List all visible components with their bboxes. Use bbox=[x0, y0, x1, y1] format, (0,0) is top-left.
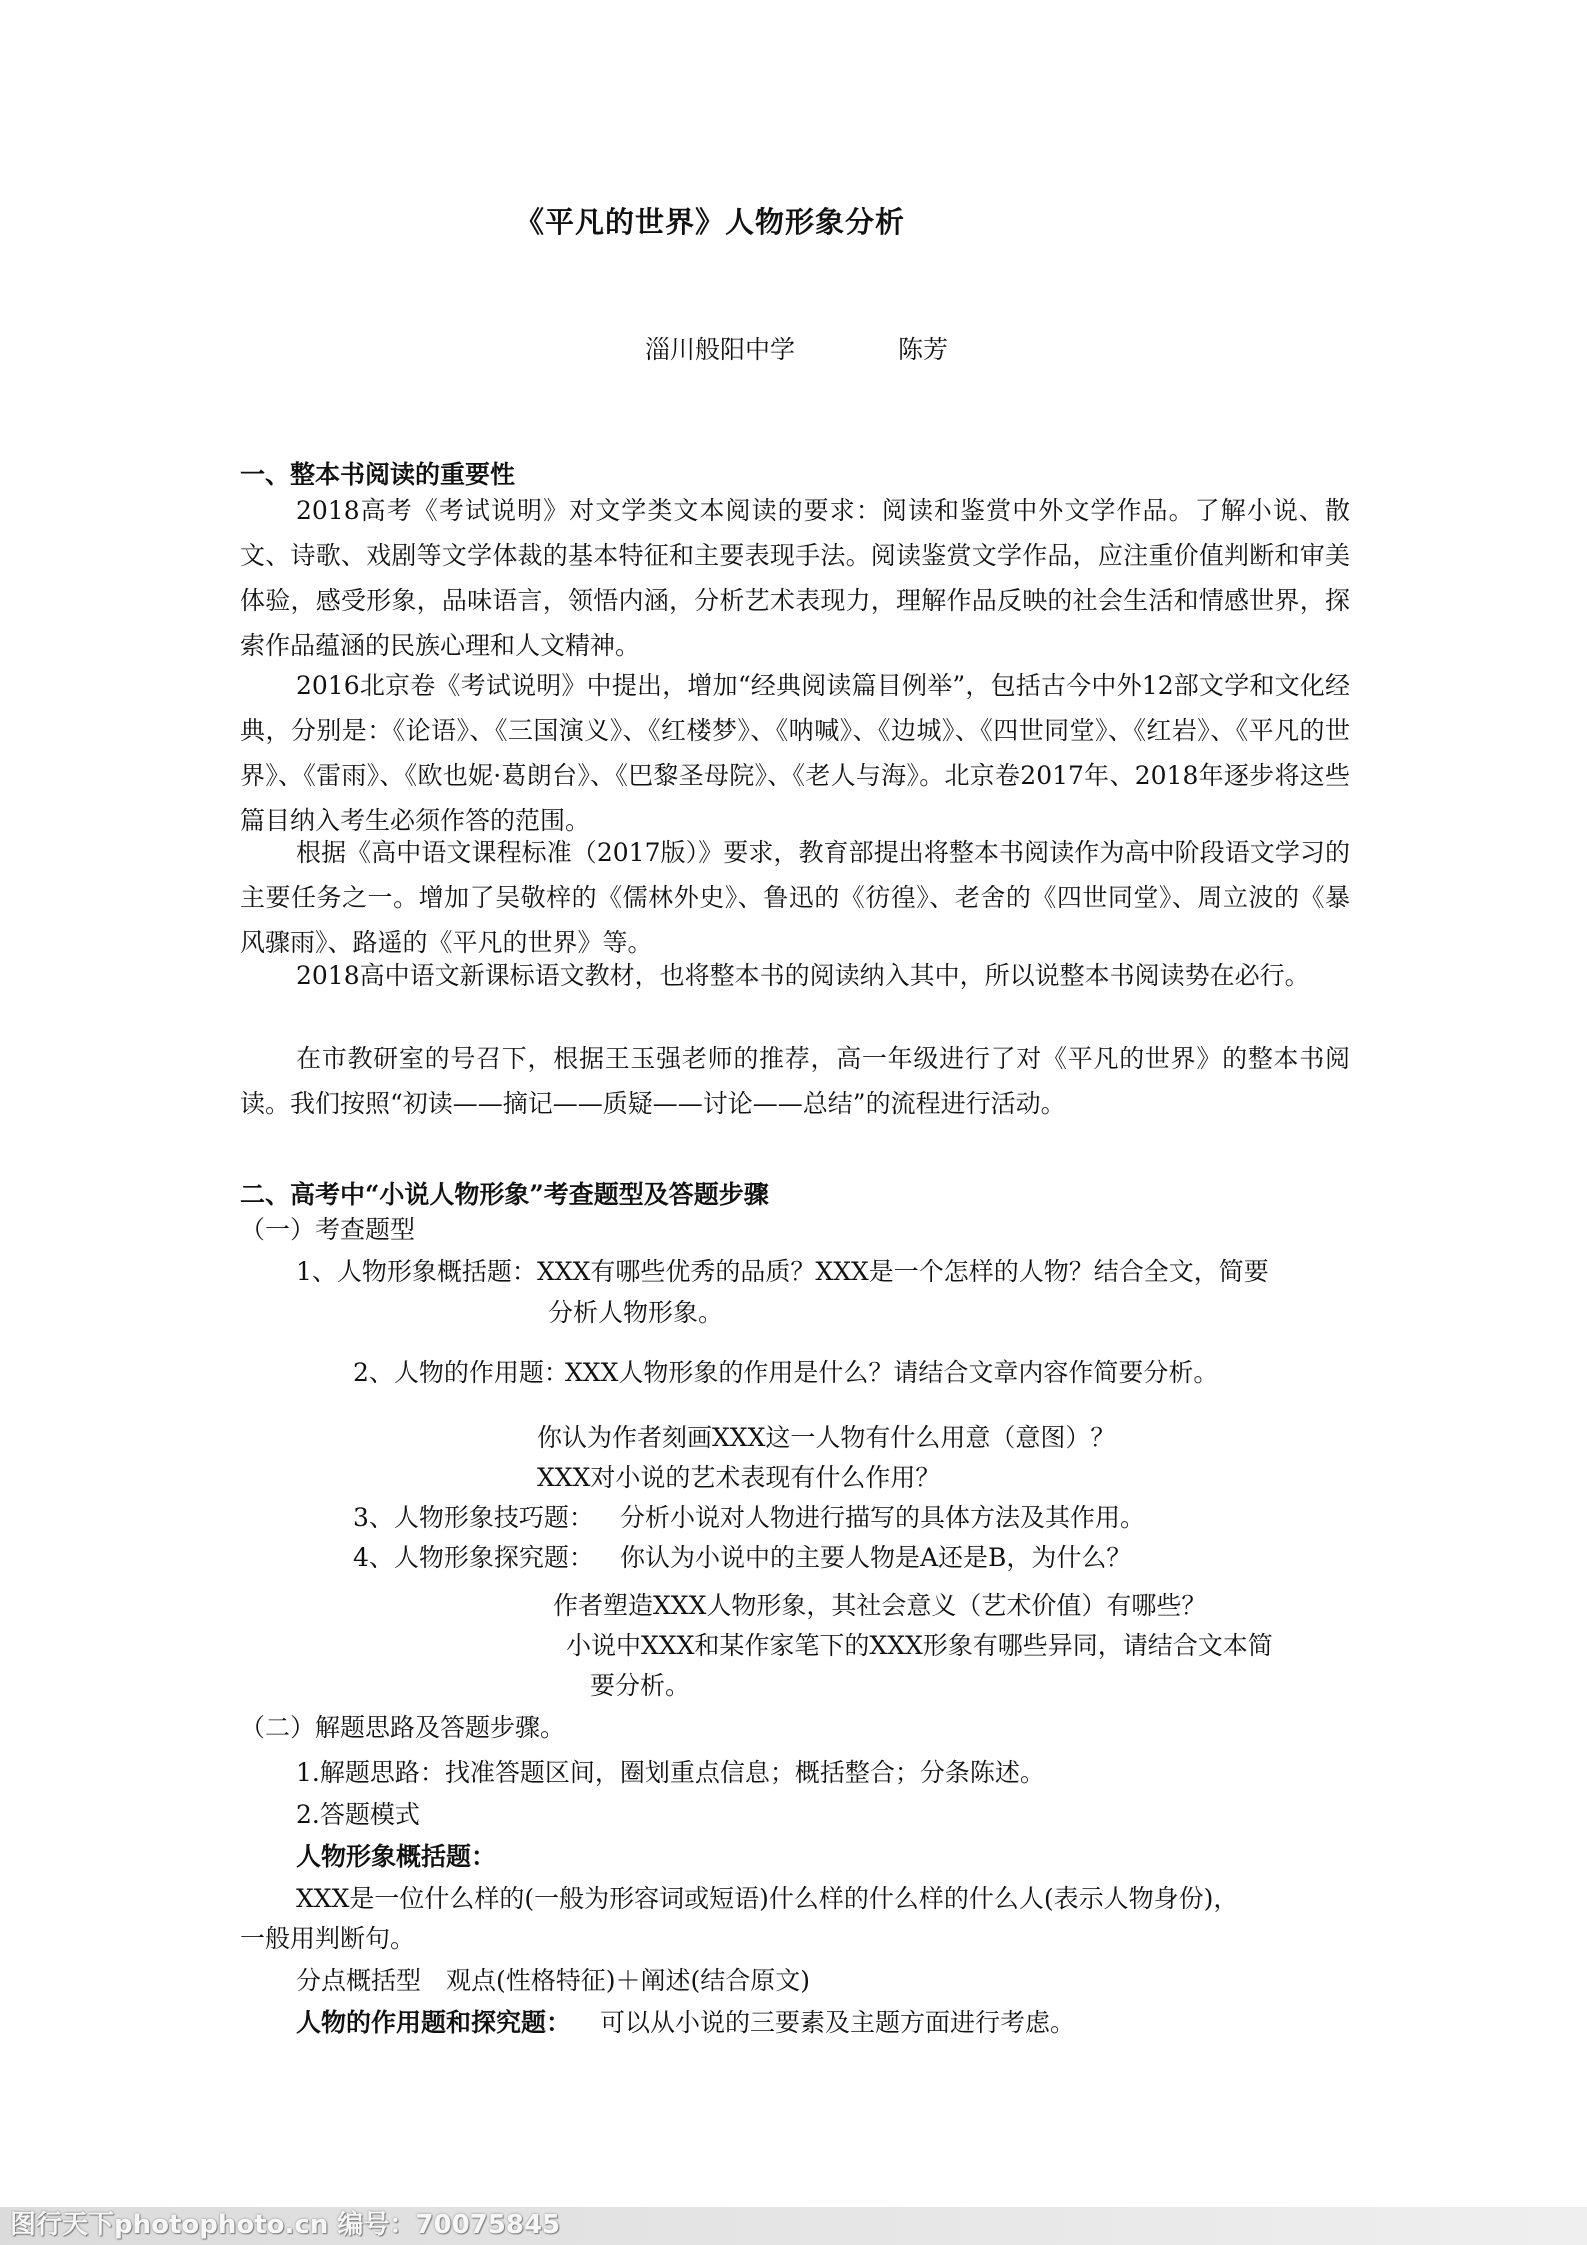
subheading: （二）解题思路及答题步骤。 bbox=[240, 1713, 566, 1742]
section-heading-1: 一、整本书阅读的重要性 bbox=[240, 460, 516, 489]
question-text: 分析小说对人物进行描写的具体方法及其作用。 bbox=[620, 1503, 1146, 1532]
step-text: 2.答题模式 bbox=[296, 1800, 420, 1829]
page-title: 《平凡的世界》人物形象分析 bbox=[515, 205, 906, 239]
paragraph: 根据《高中语文课程标准（2017版）》要求，教育部提出将整本书阅读作为高中阶段语文学习的主要任务之一。增加了吴敬梓的《儒林外史》、鲁迅的《彷徨》、老舍的《四世同堂》、周立波的《暴风骤雨》、路遥的《平凡的世界》等。 bbox=[240, 838, 1350, 957]
bold-subheading: 人物形象概括题： bbox=[296, 1842, 497, 1871]
answer-text: 可以从小说的三要素及主题方面进行考虑。 bbox=[600, 2008, 1076, 2037]
paragraph: 2018高考《考试说明》对文学类文本阅读的要求：阅读和鉴赏中外文学作品。了解小说、散文、诗歌、戏剧等文学体裁的基本特征和主要表现手法。阅读鉴赏文学作品，应注重价值判断和审美体验，感受形象，品味语言，领悟内涵，分析艺术表现力，理解作品反映的社会生活和情感世界，探索作品蕴涵的民族心理和人文精神。 bbox=[240, 496, 1350, 660]
answer-text: 一般用判断句。 bbox=[240, 1924, 416, 1953]
question-label: 4、人物形象探究题： bbox=[353, 1543, 594, 1572]
question-text: 分析人物形象。 bbox=[548, 1298, 724, 1327]
question-text: 你认为小说中的主要人物是A还是B，为什么？ bbox=[620, 1543, 1132, 1572]
question-text: 小说中XXX和某作家笔下的XXX形象有哪些异同，请结合文本简 bbox=[566, 1631, 1273, 1660]
question-label: 3、人物形象技巧题： bbox=[353, 1503, 594, 1532]
question-text: XXX人物形象的作用是什么？请结合文章内容作简要分析。 bbox=[565, 1358, 1219, 1387]
watermark-bar bbox=[0, 2207, 1587, 2245]
question-text: XXX有哪些优秀的品质？XXX是一个怎样的人物？结合全文，简要 bbox=[537, 1257, 1269, 1286]
question-text: XXX对小说的艺术表现有什么作用？ bbox=[537, 1463, 941, 1492]
paragraph: 在市教研室的号召下，根据王玉强老师的推荐，高一年级进行了对《平凡的世界》的整本书阅读。我们按照“初读——摘记——质疑——讨论——总结”的流程进行活动。 bbox=[240, 1044, 1350, 1118]
school-name: 淄川般阳中学 bbox=[645, 335, 796, 364]
subheading: （一）考查题型 bbox=[240, 1215, 416, 1244]
question-text: 你认为作者刻画XXX这一人物有什么用意（意图）？ bbox=[537, 1423, 1116, 1452]
question-label: 2、人物的作用题： bbox=[353, 1358, 569, 1387]
question-text: 作者塑造XXX人物形象，其社会意义（艺术价值）有哪些？ bbox=[553, 1591, 1207, 1620]
bold-subheading: 人物的作用题和探究题： bbox=[296, 2008, 572, 2037]
question-label: 1、人物形象概括题： bbox=[296, 1257, 537, 1286]
answer-text: 分点概括型 观点(性格特征)＋阐述(结合原文) bbox=[296, 1966, 811, 1995]
author-name: 陈芳 bbox=[898, 335, 949, 364]
paragraph: 2018高中语文新课标语文教材，也将整本书的阅读纳入其中，所以说整本书阅读势在必行。 bbox=[296, 961, 1310, 990]
paragraph: 2016北京卷《考试说明》中提出，增加“经典阅读篇目例举”，包括古今中外12部文学和文化经典，分别是：《论语》、《三国演义》、《红楼梦》、《呐喊》、《边城》、《四世同堂》、《红岩》、《平凡的世界》、《雷雨》、《欧也妮·葛朗台》、《巴黎圣母院》、《老人与海》。北京卷2017年、2018年逐步将这些篇目纳入考生必须作答的范围。 bbox=[240, 671, 1350, 835]
question-text: 要分析。 bbox=[590, 1671, 691, 1700]
watermark-text: 图行天下photophoto.cn 编号：70075845 bbox=[10, 2210, 561, 2240]
step-text: 1.解题思路：找准答题区间，圈划重点信息；概括整合；分条陈述。 bbox=[296, 1758, 1045, 1787]
answer-text: XXX是一位什么样的(一般为形容词或短语)什么样的什么样的什么人(表示人物身份)， bbox=[296, 1884, 1239, 1913]
section-heading-2: 二、高考中“小说人物形象”考查题型及答题步骤 bbox=[240, 1180, 769, 1209]
